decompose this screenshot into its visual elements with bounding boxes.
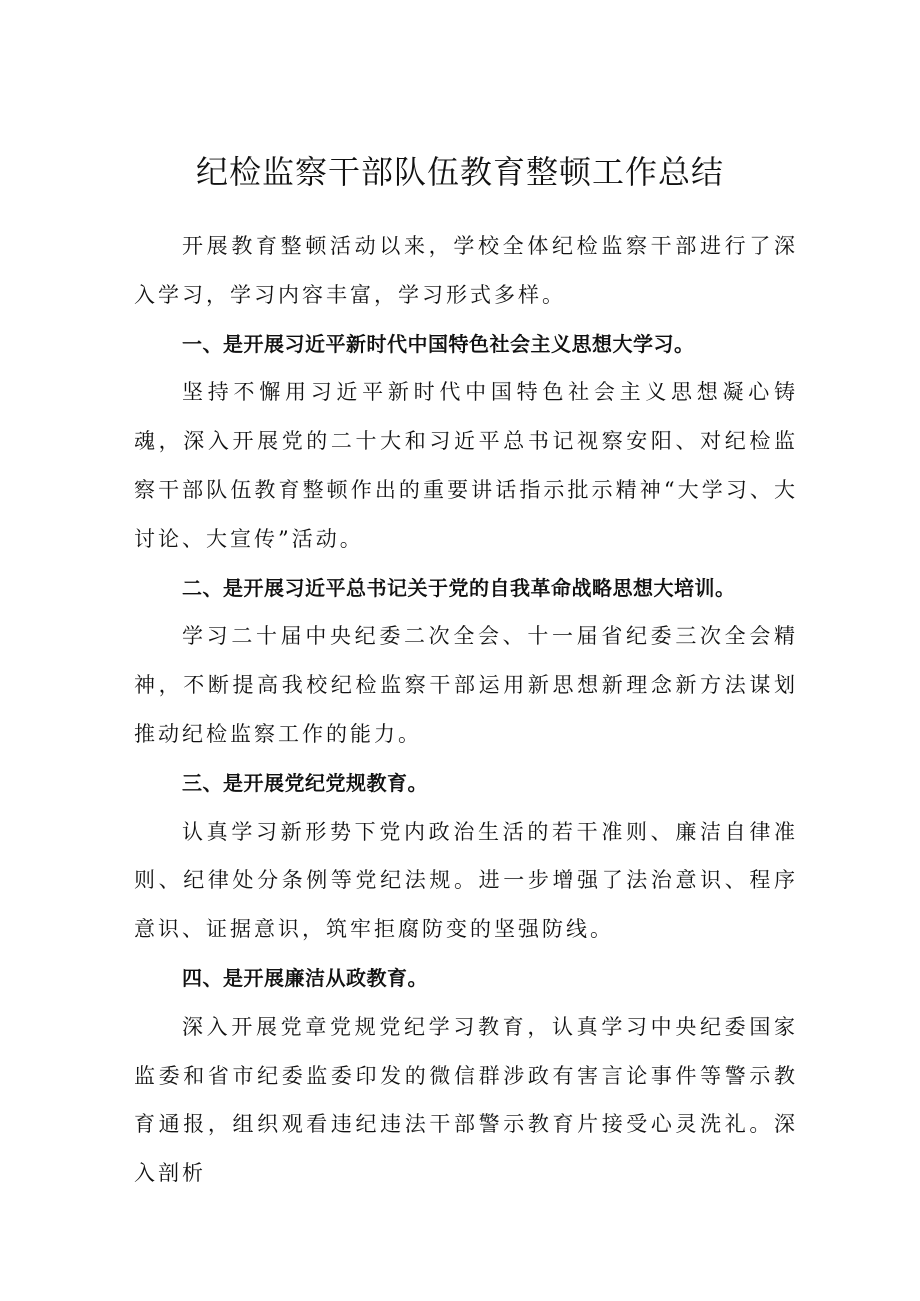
document-body (134, 222, 798, 1198)
section-4-body: 深入开展党章党规党纪学习教育，认真学习中央纪委国家监委和省市纪委监委印发的微信群涉政有害言论事件等警示教育通报，组织观看违纪违法干部警示教育片接受心灵洗礼。深入剖析 (134, 1014, 798, 1186)
section-3-body: 认真学习新形势下党内政治生活的若干准则、廉洁自律准则、纪律处分条例等党纪法规。进一步增强了法治意识、程序意识、证据意识，筑牢拒腐防变的坚强防线。 (134, 819, 798, 942)
section-1-heading: 一、是开展习近平新时代中国特色社会主义思想大学习。 (182, 331, 695, 356)
section-2-body: 学习二十届中央纪委二次全会、十一届省纪委三次全会精神，不断提高我校纪检监察干部运用新思想新理念新方法谋划推动纪检监察工作的能力。 (134, 624, 798, 746)
section-1-body: 坚持不懈用习近平新时代中国特色社会主义思想凝心铸魂，深入开展党的二十大和习近平总书记视察安阳、对纪检监察干部队伍教育整顿作出的重要讲话指示批示精神“大学习、大讨论、大宣传”活动。 (134, 380, 798, 551)
document-title: 纪检监察干部队伍教育整顿工作总结 (195, 153, 724, 191)
intro-paragraph: 开展教育整顿活动以来，学校全体纪检监察干部进行了深入学习，学习内容丰富，学习形式多样。 (134, 234, 798, 307)
section-2-heading: 二、是开展习近平总书记关于党的自我革命战略思想大培训。 (182, 575, 736, 600)
section-4-heading: 四、是开展廉洁从政教育。 (182, 965, 428, 990)
section-3-heading: 三、是开展党纪党规教育。 (182, 770, 428, 795)
